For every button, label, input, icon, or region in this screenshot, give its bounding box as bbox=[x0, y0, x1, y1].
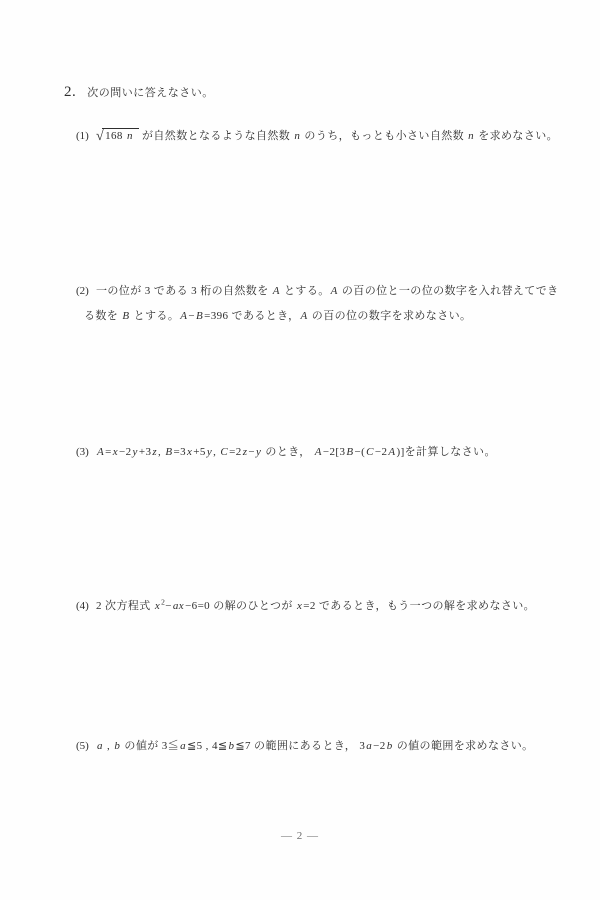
problem-header bbox=[64, 84, 580, 101]
text-run: )]を計算しなさい。 bbox=[396, 446, 496, 458]
question-2-text bbox=[84, 279, 586, 329]
text-run: − bbox=[248, 446, 255, 458]
problem-prompt: 次の問いに答えなさい。 bbox=[87, 87, 214, 99]
text-run: のうち，もっとも小さい自然数 bbox=[301, 130, 468, 142]
text-run: −2 bbox=[374, 446, 388, 458]
text-run: の値の範囲を求めなさい。 bbox=[393, 740, 534, 752]
text-run: の百の位と一の位の数字を入れ替えてでき bbox=[338, 285, 559, 297]
text-run: の値が 3≦ bbox=[121, 740, 180, 752]
text-run: 一の位が 3 である 3 桁の自然数を bbox=[96, 285, 272, 297]
page-number: — 2 — bbox=[281, 830, 319, 842]
math-variable: a bbox=[180, 740, 186, 752]
math-variable: b bbox=[114, 740, 121, 752]
question-5 bbox=[0, 734, 586, 759]
question-3 bbox=[0, 440, 586, 465]
math-variable: x bbox=[296, 600, 303, 612]
math-variable: y bbox=[255, 446, 262, 458]
question-5-text bbox=[84, 734, 586, 759]
question-1-label: (1) bbox=[76, 130, 89, 142]
text-run: =396 であるとき， bbox=[204, 310, 300, 322]
page-footer bbox=[0, 826, 600, 844]
math-variable: C bbox=[366, 446, 374, 458]
math-variable: a bbox=[366, 740, 373, 752]
math-variable: n bbox=[468, 130, 475, 142]
text-run: = bbox=[105, 446, 112, 458]
question-3-label: (3) bbox=[76, 446, 89, 458]
math-variable: B bbox=[122, 310, 130, 322]
math-variable: x bbox=[187, 446, 193, 458]
math-variable: ax bbox=[172, 600, 185, 612]
question-1-text bbox=[84, 124, 586, 149]
math-variable: b bbox=[228, 740, 235, 752]
question-2 bbox=[0, 279, 586, 329]
text-run: +3 bbox=[138, 446, 152, 458]
math-variable: y bbox=[132, 446, 138, 458]
text-run: =3 bbox=[173, 446, 186, 458]
math-variable: x bbox=[154, 600, 161, 612]
text-run: ≦5 , 4≦ bbox=[186, 740, 228, 752]
question-3-text bbox=[84, 440, 586, 465]
math-variable: n bbox=[126, 130, 133, 142]
math-variable: x bbox=[112, 446, 119, 458]
question-4-label: (4) bbox=[76, 600, 89, 612]
question-4 bbox=[0, 594, 586, 619]
text-run: −2[3 bbox=[322, 446, 346, 458]
radical-sign: √ bbox=[96, 129, 105, 144]
math-variable: B bbox=[195, 310, 204, 322]
math-variable: B bbox=[346, 446, 354, 458]
math-variable: A bbox=[300, 310, 308, 322]
text-run: − bbox=[165, 600, 172, 612]
question-4-text bbox=[84, 594, 586, 619]
text-run: 2 次方程式 bbox=[96, 600, 154, 612]
math-variable: A bbox=[388, 446, 396, 458]
text-run: −6=0 の解のひとつが bbox=[185, 600, 296, 612]
text-run: , bbox=[158, 446, 165, 458]
math-variable: b bbox=[386, 740, 393, 752]
math-variable: A bbox=[97, 446, 105, 458]
math-variable: y bbox=[206, 446, 213, 458]
text-run: が自然数となるような自然数 bbox=[138, 130, 294, 142]
math-variable: A bbox=[272, 285, 280, 297]
text-run: − bbox=[188, 310, 195, 322]
text-run: −2 bbox=[373, 740, 386, 752]
math-variable: z bbox=[242, 446, 248, 458]
question-1 bbox=[0, 124, 586, 149]
math-variable: B bbox=[165, 446, 173, 458]
text-run: 168 bbox=[105, 130, 126, 142]
text-run: , bbox=[213, 446, 220, 458]
question-2-label: (2) bbox=[76, 285, 89, 297]
text-run: とする。 bbox=[130, 310, 180, 322]
math-variable: z bbox=[152, 446, 158, 458]
math-variable: A bbox=[314, 446, 322, 458]
text-run: −2 bbox=[119, 446, 132, 458]
sqrt-expression bbox=[96, 124, 139, 149]
problem-number: 2. bbox=[64, 84, 77, 100]
text-run: +5 bbox=[193, 446, 206, 458]
math-variable: A bbox=[180, 310, 188, 322]
math-variable: n bbox=[294, 130, 301, 142]
question-5-label: (5) bbox=[76, 740, 89, 752]
text-run: を求めなさい。 bbox=[475, 130, 559, 142]
math-exponent: 2 bbox=[161, 597, 166, 607]
text-run: のとき， bbox=[262, 446, 314, 458]
text-run: ≦7 の範囲にあるとき， 3 bbox=[235, 740, 366, 752]
text-run: −( bbox=[354, 446, 366, 458]
text-run: =2 bbox=[229, 446, 242, 458]
radicand bbox=[102, 128, 139, 143]
text-run: とする。 bbox=[280, 285, 330, 297]
text-run: =2 であるとき，もう一つの解を求めなさい。 bbox=[303, 600, 536, 612]
math-variable: A bbox=[330, 285, 338, 297]
text-run: の百の位の数字を求めなさい。 bbox=[308, 310, 472, 322]
text-run: る数を bbox=[84, 310, 122, 322]
text-run: , bbox=[103, 740, 114, 752]
math-variable: a bbox=[97, 740, 103, 752]
math-variable: C bbox=[220, 446, 229, 458]
